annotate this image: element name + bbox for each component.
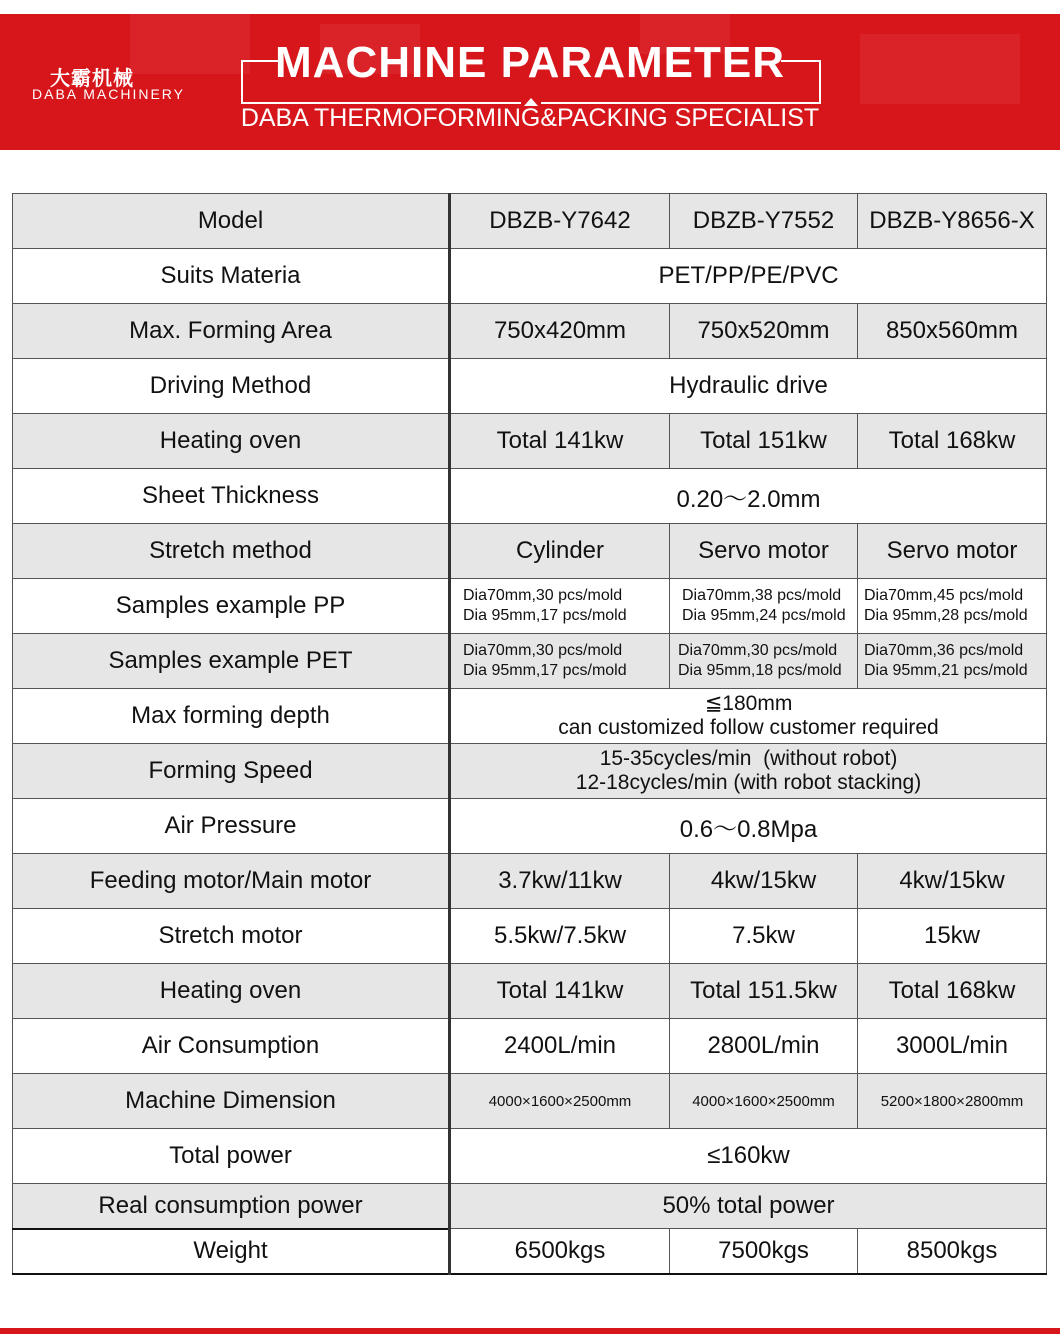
- row-forming-speed: [13, 744, 1047, 799]
- label-air-pressure: Air Pressure: [13, 799, 450, 854]
- machine-dimension-2: 4000×1600×2500mm: [670, 1074, 858, 1129]
- weight-1: 6500kgs: [450, 1229, 670, 1274]
- driving-method-value: Hydraulic drive: [450, 359, 1047, 414]
- row-weight: [13, 1229, 1047, 1274]
- samples-pp-3-line2: Dia 95mm,28 pcs/mold: [864, 607, 1028, 624]
- suits-material-value: PET/PP/PE/PVC: [450, 249, 1047, 304]
- page-subtitle: DABA THERMOFORMING&PACKING SPECIALIST: [240, 104, 820, 132]
- heating-oven-2: Total 151kw: [670, 414, 858, 469]
- heating-oven-2-2: Total 151.5kw: [670, 964, 858, 1019]
- row-feeding-motor: [13, 854, 1047, 909]
- forming-depth-line2: can customized follow customer required: [558, 716, 939, 739]
- samples-pet-2-line1: Dia70mm,30 pcs/mold: [678, 642, 838, 659]
- air-consumption-3: 3000L/min: [858, 1019, 1047, 1074]
- row-model: [13, 194, 1047, 249]
- row-forming-depth: [13, 689, 1047, 744]
- heating-oven-3: Total 168kw: [858, 414, 1047, 469]
- label-forming-speed: Forming Speed: [13, 744, 450, 799]
- row-driving-method: [13, 359, 1047, 414]
- forming-speed-value: [450, 744, 1047, 799]
- header-banner: [0, 14, 1060, 150]
- row-heating-oven: [13, 414, 1047, 469]
- stretch-method-3: Servo motor: [858, 524, 1047, 579]
- air-consumption-1: 2400L/min: [450, 1019, 670, 1074]
- label-samples-pp: Samples example PP: [13, 579, 450, 634]
- label-feeding-motor: Feeding motor/Main motor: [13, 854, 450, 909]
- sheet-thickness-value: 0.20～2.0mm: [450, 469, 1047, 524]
- heating-oven-1: Total 141kw: [450, 414, 670, 469]
- stretch-motor-1: 5.5kw/7.5kw: [450, 909, 670, 964]
- samples-pet-2-line2: Dia 95mm,18 pcs/mold: [678, 662, 842, 679]
- samples-pet-2: [670, 634, 858, 689]
- row-forming-area: [13, 304, 1047, 359]
- feeding-motor-2: 4kw/15kw: [670, 854, 858, 909]
- stretch-motor-3: 15kw: [858, 909, 1047, 964]
- forming-depth-line1: ≦180mm: [704, 692, 793, 715]
- samples-pet-1-line1: Dia70mm,30 pcs/mold: [463, 642, 623, 659]
- row-samples-pet: [13, 634, 1047, 689]
- samples-pp-3-line1: Dia70mm,45 pcs/mold: [864, 587, 1024, 604]
- row-samples-pp: [13, 579, 1047, 634]
- label-heating-oven: Heating oven: [13, 414, 450, 469]
- row-air-consumption: [13, 1019, 1047, 1074]
- logo-cn-text: 大霸机械: [50, 68, 134, 90]
- samples-pet-3: [858, 634, 1047, 689]
- label-forming-depth: Max forming depth: [13, 689, 450, 744]
- row-suits-material: [13, 249, 1047, 304]
- stretch-method-2: Servo motor: [670, 524, 858, 579]
- label-driving-method: Driving Method: [13, 359, 450, 414]
- row-total-power: [13, 1129, 1047, 1184]
- label-stretch-method: Stretch method: [13, 524, 450, 579]
- samples-pp-2-line2: Dia 95mm,24 pcs/mold: [682, 607, 846, 624]
- label-samples-pet: Samples example PET: [13, 634, 450, 689]
- label-weight: Weight: [13, 1229, 450, 1274]
- row-stretch-motor: [13, 909, 1047, 964]
- forming-speed-line1: 15-35cycles/min (without robot): [599, 747, 898, 770]
- label-machine-dimension: Machine Dimension: [13, 1074, 450, 1129]
- stretch-method-1: Cylinder: [450, 524, 670, 579]
- forming-area-3: 850x560mm: [858, 304, 1047, 359]
- label-air-consumption: Air Consumption: [13, 1019, 450, 1074]
- samples-pet-1: [450, 634, 670, 689]
- air-pressure-value: 0.6～0.8Mpa: [450, 799, 1047, 854]
- row-machine-dimension: [13, 1074, 1047, 1129]
- label-total-power: Total power: [13, 1129, 450, 1184]
- samples-pet-3-line2: Dia 95mm,21 pcs/mold: [864, 662, 1028, 679]
- weight-3: 8500kgs: [858, 1229, 1047, 1274]
- feeding-motor-3: 4kw/15kw: [858, 854, 1047, 909]
- weight-2: 7500kgs: [670, 1229, 858, 1274]
- forming-area-2: 750x520mm: [670, 304, 858, 359]
- row-sheet-thickness: [13, 469, 1047, 524]
- total-power-value: ≤160kw: [450, 1129, 1047, 1184]
- samples-pet-3-line1: Dia70mm,36 pcs/mold: [864, 642, 1024, 659]
- row-air-pressure: [13, 799, 1047, 854]
- heating-oven-2-3: Total 168kw: [858, 964, 1047, 1019]
- label-sheet-thickness: Sheet Thickness: [13, 469, 450, 524]
- logo-english-text: DABA MACHINERY: [32, 86, 185, 102]
- forming-depth-value: [450, 689, 1047, 744]
- parameter-table: [12, 193, 1047, 1275]
- forming-area-1: 750x420mm: [450, 304, 670, 359]
- label-stretch-motor: Stretch motor: [13, 909, 450, 964]
- label-forming-area: Max. Forming Area: [13, 304, 450, 359]
- page-title: MACHINE PARAMETER: [275, 38, 785, 87]
- samples-pp-3: [858, 579, 1047, 634]
- machine-dimension-3: 5200×1800×2800mm: [858, 1074, 1047, 1129]
- row-stretch-method: [13, 524, 1047, 579]
- real-consumption-value: 50% total power: [450, 1184, 1047, 1229]
- feeding-motor-1: 3.7kw/11kw: [450, 854, 670, 909]
- model-2: DBZB-Y7552: [670, 194, 858, 249]
- label-model: Model: [13, 194, 450, 249]
- label-heating-oven-2: Heating oven: [13, 964, 450, 1019]
- model-3: DBZB-Y8656-X: [858, 194, 1047, 249]
- forming-speed-line2: 12-18cycles/min (with robot stacking): [575, 771, 922, 794]
- label-suits-material: Suits Materia: [13, 249, 450, 304]
- machine-dimension-1: 4000×1600×2500mm: [450, 1074, 670, 1129]
- row-real-consumption: [13, 1184, 1047, 1229]
- samples-pet-1-line2: Dia 95mm,17 pcs/mold: [463, 662, 627, 679]
- bottom-accent-bar: [0, 1328, 1060, 1334]
- model-1: DBZB-Y7642: [450, 194, 670, 249]
- label-real-consumption: Real consumption power: [13, 1184, 450, 1229]
- samples-pp-1-line2: Dia 95mm,17 pcs/mold: [463, 607, 627, 624]
- samples-pp-1: [450, 579, 670, 634]
- samples-pp-2-line1: Dia70mm,38 pcs/mold: [682, 587, 842, 604]
- row-heating-oven-2: [13, 964, 1047, 1019]
- samples-pp-2: [670, 579, 858, 634]
- stretch-motor-2: 7.5kw: [670, 909, 858, 964]
- air-consumption-2: 2800L/min: [670, 1019, 858, 1074]
- samples-pp-1-line1: Dia70mm,30 pcs/mold: [463, 587, 623, 604]
- heating-oven-2-1: Total 141kw: [450, 964, 670, 1019]
